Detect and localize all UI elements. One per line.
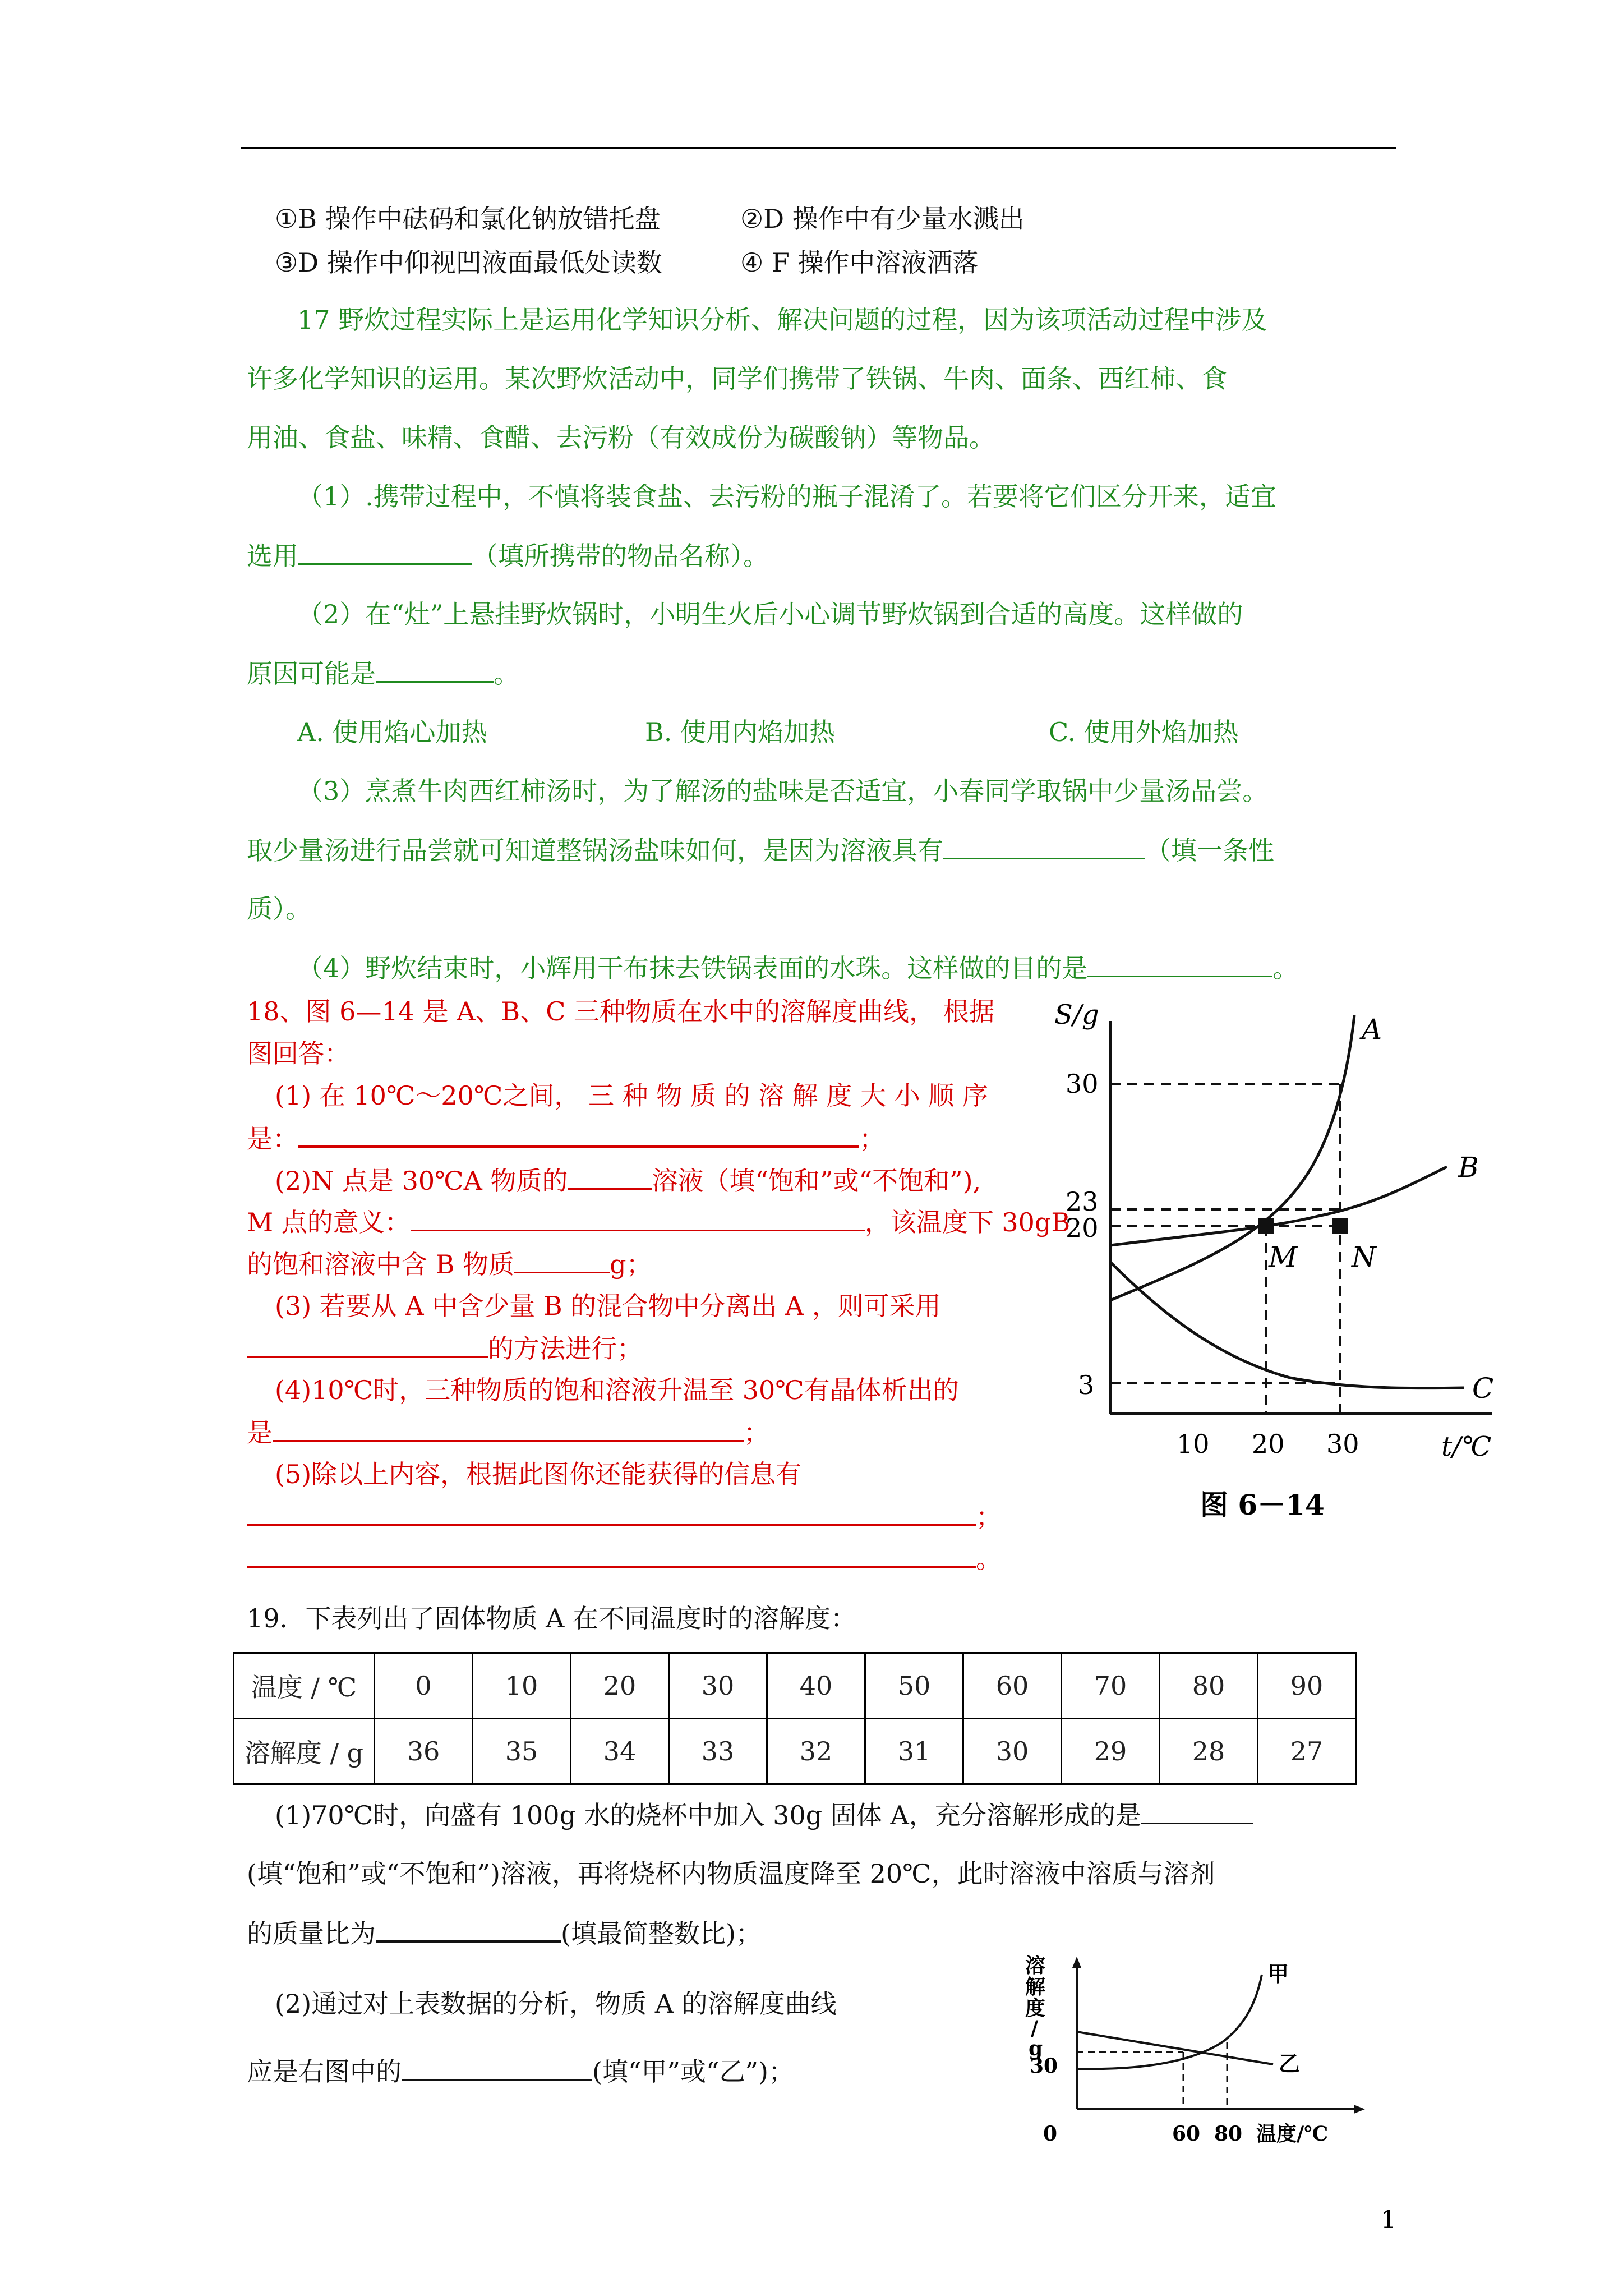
q17-p4-post: 。 xyxy=(1272,953,1299,983)
q17-p1-pre: 选用 xyxy=(247,541,298,571)
point-n-marker xyxy=(1332,1218,1348,1234)
q18-p5-answer-blank-2[interactable] xyxy=(247,1542,976,1568)
fig2-y-label-4: / xyxy=(1031,2017,1039,2040)
fig1-x-axis-label: t/℃ xyxy=(1441,1431,1492,1462)
item-2: ②D 操作中有少量水溅出 xyxy=(740,204,1025,234)
table-row-solubility xyxy=(234,1719,1356,1784)
table-cell: 70 xyxy=(1062,1653,1160,1719)
q18-p2-answer-blank[interactable] xyxy=(568,1163,652,1190)
fig2-y-arrow xyxy=(1072,1957,1081,1968)
page-number: 1 xyxy=(1381,2206,1396,2234)
q17-p3-line2 xyxy=(247,833,1274,867)
fig1-x-tick-10: 10 xyxy=(1177,1429,1210,1459)
curve-b-label: B xyxy=(1458,1151,1479,1184)
q17-p2-pre: 原因可能是 xyxy=(247,659,376,689)
q19-p2-post: (填“甲”或“乙”)； xyxy=(592,2056,794,2087)
q17-p2-line1: （2）在“灶”上悬挂野炊锅时，小明生火后小心调节野炊锅到合适的高度。这样做的 xyxy=(297,599,1243,629)
q19-p1-line2: (填“饱和”或“不饱和”)溶液，再将烧杯内物质温度降至 20℃，此时溶液中溶质与溶剂 xyxy=(247,1858,1215,1889)
q18-p2c-answer-blank[interactable] xyxy=(514,1247,610,1273)
q18-p5-line3 xyxy=(247,1542,1002,1576)
table-cell: 60 xyxy=(963,1653,1062,1719)
q17-p1-post: （填所携带的物品名称）。 xyxy=(472,541,769,571)
table-cell: 36 xyxy=(375,1719,473,1784)
q18-p1-answer-blank[interactable] xyxy=(298,1121,859,1148)
q18-p5-line1: (5)除以上内容，根据此图你还能获得的信息有 xyxy=(275,1459,802,1489)
item-3: ③D 操作中仰视凹液面最低处读数 xyxy=(275,247,662,278)
fig2-x-label: 温度/℃ xyxy=(1256,2122,1329,2146)
fig2-y-tick-30: 30 xyxy=(1030,2054,1058,2078)
q18-p2c-post: g； xyxy=(610,1249,652,1280)
q17-p3-answer-blank[interactable] xyxy=(943,833,1145,859)
fig1-y-tick-3: 3 xyxy=(1078,1370,1095,1400)
q17-p1-answer-blank[interactable] xyxy=(298,539,472,565)
fig2-x-tick-80: 80 xyxy=(1214,2122,1243,2146)
q17-line2: 许多化学知识的运用。某次野炊活动中，同学们携带了铁锅、牛肉、面条、西红柿、食 xyxy=(247,364,1227,394)
fig2-y-label-2: 解 xyxy=(1025,1975,1046,1999)
curve-yi xyxy=(1077,2032,1273,2064)
fig2-y-label-3: 度 xyxy=(1025,1996,1046,2020)
item-1: ①B 操作中砝码和氯化钠放错托盘 xyxy=(275,204,661,234)
solubility-curve-figure-6-14 xyxy=(1054,999,1514,1526)
q18-p4-line1: (4)10℃时，三种物质的饱和溶液升温至 30℃有晶体析出的 xyxy=(275,1375,959,1405)
point-n-label: N xyxy=(1352,1241,1376,1273)
q17-option-b: B. 使用内焰加热 xyxy=(645,717,836,747)
q18-p4-pre: 是 xyxy=(247,1418,273,1448)
table-cell: 31 xyxy=(865,1719,963,1784)
q17-p4-line xyxy=(297,951,1298,985)
solubility-table xyxy=(233,1652,1357,1785)
table-cell: 0 xyxy=(375,1653,473,1719)
fig2-x-tick-60: 60 xyxy=(1172,2122,1201,2146)
q19-p1-ratio-blank[interactable] xyxy=(376,1916,561,1943)
curve-jia xyxy=(1077,1975,1262,2069)
table-cell: 35 xyxy=(473,1719,571,1784)
fig2-origin: 0 xyxy=(1043,2122,1058,2146)
q19-p1-pre3: 的质量比为 xyxy=(247,1918,376,1949)
q19-p2-pre: 应是右图中的 xyxy=(247,2056,402,2087)
q17-line3: 用油、食盐、味精、食醋、去污粉（有效成份为碳酸钠）等物品。 xyxy=(247,422,995,453)
q18-p4-answer-blank[interactable] xyxy=(273,1415,744,1442)
q18-p2b-answer-blank[interactable] xyxy=(411,1205,865,1231)
q18-p3-line2 xyxy=(247,1331,643,1365)
q17-p3-pre: 取少量汤进行品尝就可知道整锅汤盐味如何，是因为溶液具有 xyxy=(247,835,943,866)
fig1-y-tick-20: 20 xyxy=(1066,1213,1099,1243)
q18-end-2: 。 xyxy=(976,1544,1002,1574)
q18-p2-pre: (2)N 点是 30℃A 物质的 xyxy=(275,1166,568,1196)
fig1-y-tick-23: 23 xyxy=(1066,1186,1099,1217)
curve-yi-label: 乙 xyxy=(1279,2051,1301,2076)
q19-p2-answer-blank[interactable] xyxy=(402,2054,592,2081)
table-cell: 20 xyxy=(571,1653,669,1719)
table-row-temperature xyxy=(234,1653,1356,1719)
table-cell: 80 xyxy=(1160,1653,1258,1719)
table-cell: 32 xyxy=(767,1719,865,1784)
table-cell: 34 xyxy=(571,1719,669,1784)
q18-end-1: ； xyxy=(976,1502,1002,1532)
point-m-label: M xyxy=(1269,1241,1298,1273)
q18-p5-answer-blank-1[interactable] xyxy=(247,1499,976,1526)
point-m-marker xyxy=(1258,1218,1274,1234)
q17-p1-line2 xyxy=(247,539,769,573)
q18-p3-answer-blank[interactable] xyxy=(247,1331,488,1358)
fig2-x-arrow xyxy=(1354,2105,1365,2114)
table-cell: 28 xyxy=(1160,1719,1258,1784)
header-rule xyxy=(241,147,1396,149)
q17-line1: 17 野炊过程实际上是运用化学知识分析、解决问题的过程，因为该项活动过程中涉及 xyxy=(297,305,1267,335)
fig1-x-tick-30: 30 xyxy=(1326,1429,1359,1459)
q19-p1-line1 xyxy=(275,1798,1253,1832)
q17-p3-post: （填一条性 xyxy=(1145,835,1274,866)
curve-b xyxy=(1110,1167,1447,1245)
solubility-curve-jia-yi xyxy=(1021,1952,1391,2165)
table-cell: 40 xyxy=(767,1653,865,1719)
q18-p2-line1 xyxy=(275,1163,981,1198)
q18-p3-post: 的方法进行； xyxy=(488,1333,643,1364)
q17-p2-post: 。 xyxy=(494,659,519,689)
curve-a xyxy=(1110,1015,1354,1300)
q18-p1-post: ； xyxy=(859,1124,885,1154)
table-cell: 90 xyxy=(1258,1653,1356,1719)
q18-p2b-post: ，该温度下 30gB xyxy=(864,1207,1071,1237)
curve-jia-label: 甲 xyxy=(1267,1961,1289,1986)
q18-p5-line2 xyxy=(247,1499,1002,1534)
table-cell: 33 xyxy=(669,1719,767,1784)
q17-option-a: A. 使用焰心加热 xyxy=(297,717,487,747)
table-cell: 50 xyxy=(865,1653,963,1719)
q17-p2-line2 xyxy=(247,656,519,691)
fig2-y-label-5: g xyxy=(1029,2037,1043,2060)
q18-p2-line2 xyxy=(247,1205,1070,1239)
fig1-caption: 图 6－14 xyxy=(1200,1488,1325,1521)
q18-line1: 18、图 6—14 是 A、B、C 三种物质在水中的溶解度曲线， 根据 xyxy=(247,996,995,1027)
item-4: ④ F 操作中溶液洒落 xyxy=(740,247,979,278)
fig1-x-tick-20: 20 xyxy=(1252,1429,1285,1459)
table-cell: 27 xyxy=(1258,1719,1356,1784)
q17-p4-pre: （4）野炊结束时，小辉用干布抹去铁锅表面的水珠。这样做的目的是 xyxy=(297,953,1088,983)
q18-p2c-pre: 的饱和溶液中含 B 物质 xyxy=(247,1249,515,1280)
table-cell: 29 xyxy=(1062,1719,1160,1784)
q17-p3-line3: 质）。 xyxy=(247,894,311,924)
curve-c-label: C xyxy=(1472,1372,1494,1405)
table-cell: 30 xyxy=(963,1719,1062,1784)
q18-p1-line2 xyxy=(247,1121,885,1156)
q18-p2b-pre: M 点的意义： xyxy=(247,1207,411,1237)
table-header-temperature: 温度 / ℃ xyxy=(234,1653,375,1719)
fig2-y-label-1: 溶 xyxy=(1025,1954,1046,1977)
q18-p1-line1: (1) 在 10℃～20℃之间， 三 种 物 质 的 溶 解 度 大 小 顺 序 xyxy=(275,1080,988,1111)
q17-p3-line1: （3）烹煮牛肉西红柿汤时，为了解汤的盐味是否适宜，小春同学取锅中少量汤品尝。 xyxy=(297,776,1269,806)
table-cell: 10 xyxy=(473,1653,571,1719)
curve-c xyxy=(1110,1262,1464,1388)
fig1-y-axis-label: S/g xyxy=(1054,999,1099,1030)
q18-p2-post: 溶液（填“饱和”或“不饱和”), xyxy=(652,1166,981,1196)
q17-p1-line1: （1）.携带过程中，不慎将装食盐、去污粉的瓶子混淆了。若要将它们区分开来，适宜 xyxy=(297,481,1276,512)
table-cell: 30 xyxy=(669,1653,767,1719)
q17-option-c: C. 使用外焰加热 xyxy=(1049,717,1239,747)
q19-p1-text: (1)70℃时，向盛有 100g 水的烧杯中加入 30g 固体 A，充分溶解形成的是 xyxy=(275,1800,1141,1830)
q19-line1: 19．下表列出了固体物质 A 在不同温度时的溶解度： xyxy=(247,1603,856,1634)
q18-p4-post: ； xyxy=(744,1418,769,1448)
q18-p4-line2 xyxy=(247,1415,769,1450)
q18-line2: 图回答： xyxy=(247,1038,350,1069)
q18-p3-line1: (3) 若要从 A 中含少量 B 的混合物中分离出 A ，则可采用 xyxy=(275,1291,941,1321)
q19-p1-line3 xyxy=(247,1916,762,1950)
q18-p1-pre: 是： xyxy=(247,1124,298,1154)
curve-a-label: A xyxy=(1362,1013,1382,1046)
q19-p1-answer-blank[interactable] xyxy=(1141,1798,1253,1824)
fig1-y-tick-30: 30 xyxy=(1066,1069,1099,1099)
q19-p1-post3: (填最简整数比)； xyxy=(561,1918,762,1949)
table-header-solubility: 溶解度 / g xyxy=(234,1719,375,1784)
q19-p2-line1: (2)通过对上表数据的分析，物质 A 的溶解度曲线 xyxy=(275,1989,837,2019)
q19-p2-line2 xyxy=(247,2054,794,2088)
q18-p2-line3 xyxy=(247,1247,652,1281)
q17-p4-answer-blank[interactable] xyxy=(1087,951,1272,977)
q17-p2-answer-blank[interactable] xyxy=(376,656,494,683)
